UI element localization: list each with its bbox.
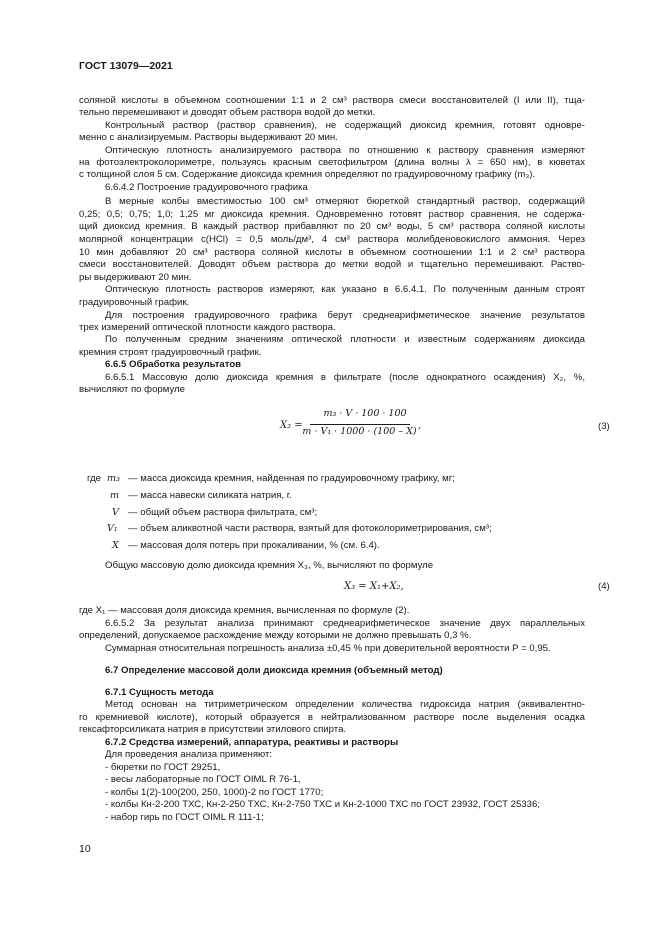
text-line: Суммарная относительная погрешность анализа ±0,45 % при доверительной вероятности P = 0,95. [105, 643, 551, 654]
where-symbol: m [110, 490, 120, 501]
text-line: го кремниевой кислоте), который образуется в нейтрализованном растворе после выделения осадка [79, 712, 585, 723]
text-line: определений, допускаемое расхождение между которыми не должно превышать 0,3 %. [79, 630, 472, 641]
text-line: менно с анализируемым. Растворы выдерживают 20 мин. [79, 132, 338, 143]
text-line: Для проведения анализа применяют: [105, 749, 273, 760]
where-symbol: V₁ [107, 523, 118, 534]
formula-3-number: (3) [598, 421, 610, 432]
section-heading: 6.6.5 Обработка результатов [105, 359, 242, 370]
text-line: вычисляют по формуле [79, 384, 185, 395]
where-definition: — масса диоксида кремния, найденная по градуировочному графику, мг; [128, 473, 455, 484]
text-line: на фотоэлектроколориметре, пользуясь красным светофильтром (длина волны λ = 650 нм), в кюветах [79, 157, 585, 168]
text-line: ры выдерживают 20 мин. [79, 272, 192, 283]
text-line: смеси восстановителей. Доводят объем раствора до метки водой и тщательно перемешивают. Раство- [79, 259, 585, 270]
where-definition: — объем аликвотной части раствора, взятый для фотоколориметрирования, см³; [128, 523, 492, 534]
text-line: 0,25; 0,5; 0,75; 1,0; 1,25 мг диоксида кремния. Одновременно готовят раствор сравнения, не содержа- [79, 209, 585, 220]
where-prefix: где [87, 473, 102, 484]
text-line: кремния строят градуировочный график. [79, 347, 262, 358]
where-symbol: X [112, 540, 119, 551]
text-line: молярной концентрации c(HCl) = 0,5 моль/дм³, 4 см³ раствора молибденовокислого аммония. Через [79, 234, 585, 245]
formula-3-numerator: m₃ · V · 100 · 100 [323, 408, 407, 419]
text-line: По полученным средним значениям оптической плотности и известным содержаниям диоксида [105, 334, 585, 345]
section-heading: 6.7 Определение массовой доли диоксида кремния (объемный метод) [105, 665, 443, 676]
subsection-heading: 6.7.1 Сущность метода [105, 687, 214, 698]
list-item: - колбы Кн-2-200 ТХС, Кн-2-250 ТХС, Кн-2-750 ТХС и Кн-2-1000 ТХС по ГОСТ 23932, ГОСТ 25336; [105, 799, 540, 810]
list-item: - набор гирь по ГОСТ OIML R 111-1; [105, 812, 264, 823]
text-line: щий диоксид кремния. В каждый раствор прибавляют по 20 см³ воды, 5 см³ раствора соляной кислоты [79, 221, 585, 232]
text-line: Контрольный раствор (раствор сравнения), не содержащий диоксид кремния, готовят одновре- [105, 120, 585, 131]
text-line: Метод основан на титриметрическом определении количества гидроксида натрия (эквивалентно- [105, 699, 585, 710]
text-line: Оптическую плотность растворов измеряют, как указано в 6.6.4.1. По полученным данным строят [105, 284, 585, 295]
text-line: с толщиной слоя 5 см. Содержание диоксида кремния определяют по градуировочному графику (m₃). [79, 169, 536, 180]
where-definition: — общий объем раствора фильтрата, см³; [128, 507, 318, 518]
text-line: В мерные колбы вместимостью 100 см³ отмеряют бюреткой стандартный раствор, содержащий [105, 196, 585, 207]
document-header: ГОСТ 13079—2021 [79, 60, 173, 72]
formula-3-tail: , [418, 420, 422, 431]
text-line: где X₁ — массовая доля диоксида кремния, вычисленная по формуле (2). [79, 605, 410, 616]
text-line: Общую массовую долю диоксида кремния X₃, %, вычисляют по формуле [105, 560, 434, 571]
text-line: Оптическую плотность анализируемого раствора по отношению к раствору сравнения измеряют [105, 145, 585, 156]
formula-3-denominator: m · V₁ · 1000 · (100 – X) [302, 426, 417, 437]
formula-3-lhs: X₂ = [280, 420, 303, 431]
text-line: градуировочный график. [79, 297, 190, 308]
formula-3-fraction-bar [310, 424, 410, 425]
formula-4: X₃ = X₁+X₂, [344, 581, 404, 592]
subsection-heading: 6.6.4.2 Построение градуировочного графика [105, 182, 308, 193]
text-line: 10 мин добавляют 20 см³ раствора соляной кислоты в объемном соотношении 1:1 и 2 см³ раствора [79, 247, 585, 258]
where-definition: — массовая доля потерь при прокаливании, % (см. 6.4). [128, 540, 380, 551]
page-number: 10 [79, 843, 91, 855]
text-line: трех измерений оптической плотности каждого раствора. [79, 322, 336, 333]
text-line: гексафторсиликата натрия в присутствии этилового спирта. [79, 724, 347, 735]
formula-4-number: (4) [598, 581, 610, 592]
text-line: 6.6.5.1 Массовую долю диоксида кремния в фильтрате (после однократного осаждения) X₂, %, [105, 372, 585, 383]
where-definition: — масса навески силиката натрия, г. [128, 490, 292, 501]
text-line: тельно перемешивают и доводят объем раствора водой до метки. [79, 107, 376, 118]
list-item: - весы лабораторные по ГОСТ OIML R 76-1, [105, 774, 301, 785]
list-item: - колбы 1(2)-100(200, 250, 1000)-2 по ГОСТ 1770; [105, 787, 324, 798]
list-item: - бюретки по ГОСТ 29251, [105, 762, 221, 773]
text-line: 6.6.5.2 За результат анализа принимают среднеарифметическое значение двух параллельных [105, 618, 585, 629]
text-line: соляной кислоты в объемном соотношении 1:1 и 2 см³ раствора смеси восстановителей (I или II), тща- [79, 95, 585, 106]
subsection-heading: 6.7.2 Средства измерений, аппаратура, реактивы и растворы [105, 737, 399, 748]
where-symbol: m₃ [107, 473, 120, 484]
text-line: Для построения градуировочного графика берут среднеарифметическое значение результатов [105, 310, 585, 321]
where-symbol: V [112, 507, 119, 518]
